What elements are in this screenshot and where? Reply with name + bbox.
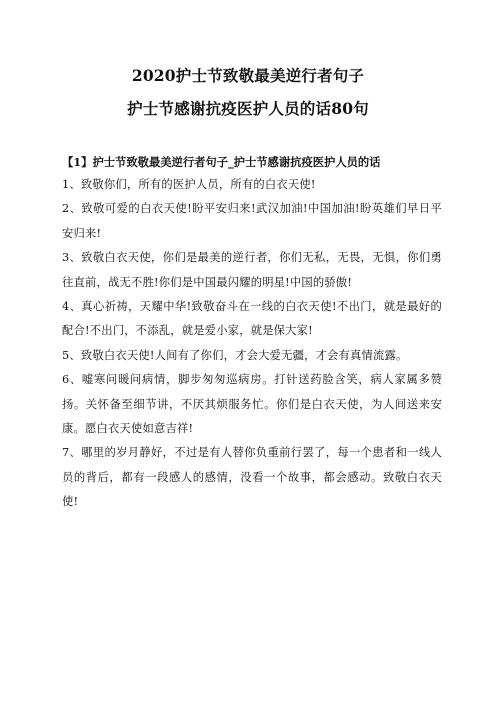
document-body <box>62 173 442 515</box>
section-heading: 【1】护士节致敬最美逆行者句子_护士节感谢抗疫医护人员的话 <box>62 155 381 169</box>
list-item: 2、致敬可爱的白衣天使!盼平安归来!武汉加油!中国加油!盼英雄们早日平安归来! <box>62 202 442 240</box>
document-title-line-2: 护士节感谢抗疫医护人员的话80句 <box>127 99 369 118</box>
list-item: 4、真心祈祷，天耀中华!致敬奋斗在一线的白衣天使!不出门，就是最好的配合!不出门，不添乱，就是爱小家，就是保大家! <box>62 300 442 338</box>
list-item: 3、致敬白衣天使，你们是最美的逆行者，你们无私，无畏，无惧，你们勇往直前，战无不胜!你们是中国最闪耀的明星!中国的骄傲! <box>62 251 442 289</box>
document-title-line-1: 2020护士节致敬最美逆行者句子 <box>131 66 365 85</box>
list-item: 7、哪里的岁月静好，不过是有人替你负重前行罢了，每一个患者和一线人员的背后，都有一段感人的感情，没看一个故事，都会感动。致敬白衣天使! <box>62 446 442 509</box>
list-item: 1、致敬你们，所有的医护人员，所有的白衣天使! <box>62 178 316 191</box>
list-item: 6、嘘寒问暖问病情，脚步匆匆巡病房。打针送药脸含笑，病人家属多赞扬。关怀备至细节讲，不厌其烦服务忙。你们是白衣天使，为人间送来安康。愿白衣天使如意吉祥! <box>62 373 442 436</box>
list-item: 5、致敬白衣天使!人间有了你们，才会大爱无疆，才会有真情流露。 <box>62 348 408 362</box>
